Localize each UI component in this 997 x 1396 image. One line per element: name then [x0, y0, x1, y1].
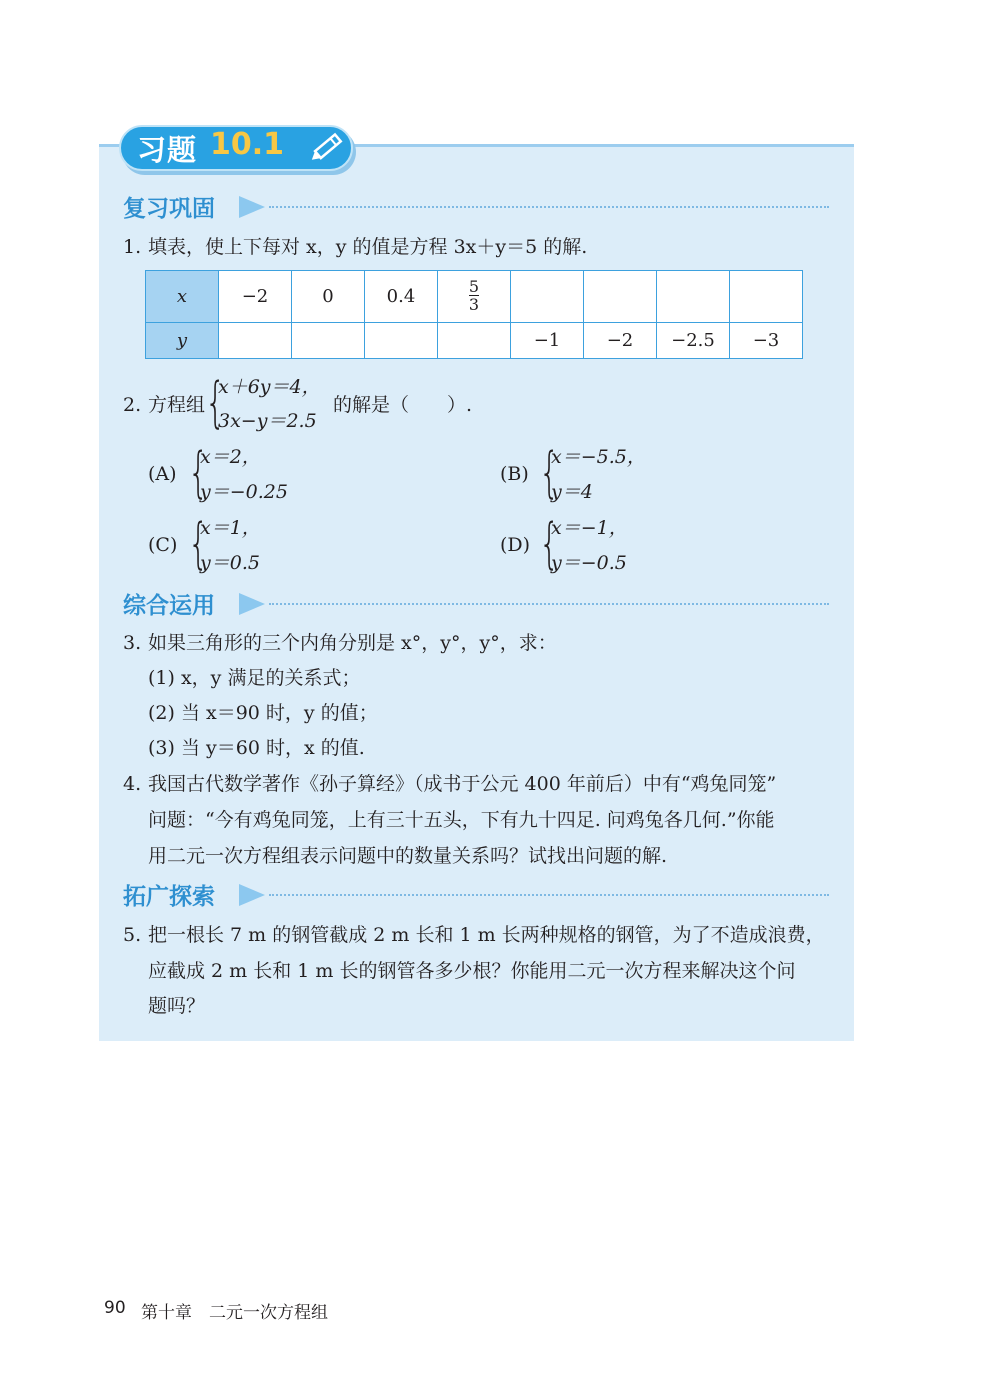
page-number: 90	[104, 1298, 126, 1318]
table-cell-x6	[584, 271, 657, 323]
q5-line-1: 把一根长 7 m 的钢管截成 2 m 长和 1 m 长两种规格的钢管，为了不造成浪费，	[148, 924, 825, 946]
table-cell-y3	[365, 323, 438, 359]
brace-icon: {	[539, 441, 560, 504]
option-d-label: (D)	[500, 534, 531, 556]
option-b-line-2: y＝4	[551, 481, 593, 503]
table-cell-x4	[438, 271, 511, 323]
table-cell-y2	[292, 323, 365, 359]
section-review-label: 复习巩固	[123, 196, 215, 222]
table-cell-x8	[730, 271, 803, 323]
table-cell-x5	[511, 271, 584, 323]
option-c-label: (C)	[148, 534, 178, 556]
q5-line-2: 应截成 2 m 长和 1 m 长的钢管各多少根？你能用二元一次方程来解决这个问	[148, 960, 796, 982]
option-a-line-2: y＝−0.25	[200, 481, 288, 503]
table-header-x: x	[146, 271, 219, 323]
table-cell-y5: −1	[511, 323, 584, 359]
table-cell-x3: 0.4	[365, 271, 438, 323]
q4-line-1: 我国古代数学著作《孙子算经》（成书于公元 400 年前后）中有“鸡兔同笼”	[148, 773, 777, 795]
brace-icon: {	[188, 441, 209, 504]
table-cell-y4	[438, 323, 511, 359]
q2-suffix: 的解是（ ）.	[333, 394, 473, 416]
section-explore-label: 拓广探索	[123, 884, 215, 910]
q4-number: 4.	[123, 773, 142, 795]
fraction-denominator: 3	[468, 295, 480, 315]
option-c-line-1: x＝1，	[200, 517, 261, 539]
q3-part-3: (3) 当 y＝60 时，x 的值.	[148, 737, 365, 759]
table-cell-y8: −3	[730, 323, 803, 359]
q3-number: 3.	[123, 632, 142, 654]
q2-equation-2: 3x−y＝2.5	[218, 410, 317, 432]
triangle-arrow-icon	[239, 593, 265, 615]
table-cell-x1: −2	[219, 271, 292, 323]
chapter-title: 二元一次方程组	[209, 1303, 328, 1323]
fraction-numerator: 5	[468, 276, 480, 296]
q2-prefix: 方程组	[148, 394, 206, 416]
option-a-label: (A)	[148, 463, 177, 485]
section-divider	[269, 603, 829, 605]
option-a-line-1: x＝2，	[200, 446, 261, 468]
q3-text: 如果三角形的三个内角分别是 x°，y°，y°，求：	[148, 632, 557, 654]
section-divider	[269, 206, 829, 208]
q1-table	[145, 270, 803, 359]
q1-text: 填表，使上下每对 x，y 的值是方程 3x＋y＝5 的解.	[148, 236, 588, 258]
q4-line-2: 问题：“今有鸡兔同笼，上有三十五头，下有九十四足. 问鸡兔各几何.”你能	[148, 809, 775, 831]
section-divider	[269, 894, 829, 896]
option-d-line-1: x＝−1，	[551, 517, 628, 539]
q3-part-2: (2) 当 x＝90 时，y 的值；	[148, 702, 378, 724]
table-cell-y7: −2.5	[657, 323, 730, 359]
q2-number: 2.	[123, 394, 142, 416]
chapter-label: 第十章	[141, 1303, 192, 1323]
q4-line-3: 用二元一次方程组表示问题中的数量关系吗？试找出问题的解.	[148, 845, 668, 867]
fraction	[469, 278, 479, 314]
brace-icon: {	[205, 371, 226, 434]
q5-line-3: 题吗？	[148, 995, 206, 1017]
table-header-y: y	[146, 323, 219, 359]
option-c-line-2: y＝0.5	[200, 552, 260, 574]
table-cell-y6: −2	[584, 323, 657, 359]
q1-number: 1.	[123, 236, 142, 258]
triangle-arrow-icon	[239, 884, 265, 906]
table-cell-x7	[657, 271, 730, 323]
q5-number: 5.	[123, 924, 142, 946]
exercise-number: 10.1	[210, 127, 285, 162]
section-apply-label: 综合运用	[123, 593, 215, 619]
brace-icon: {	[539, 512, 560, 575]
triangle-arrow-icon	[239, 196, 265, 218]
exercise-title: 习题	[137, 133, 198, 167]
table-cell-x2: 0	[292, 271, 365, 323]
pencil-icon	[307, 128, 351, 164]
brace-icon: {	[188, 512, 209, 575]
option-d-line-2: y＝−0.5	[551, 552, 627, 574]
table-cell-y1	[219, 323, 292, 359]
option-b-line-1: x＝−5.5，	[551, 446, 646, 468]
q2-equation-1: x＋6y＝4，	[218, 376, 321, 398]
q3-part-1: (1) x，y 满足的关系式；	[148, 667, 361, 689]
option-b-label: (B)	[500, 463, 529, 485]
